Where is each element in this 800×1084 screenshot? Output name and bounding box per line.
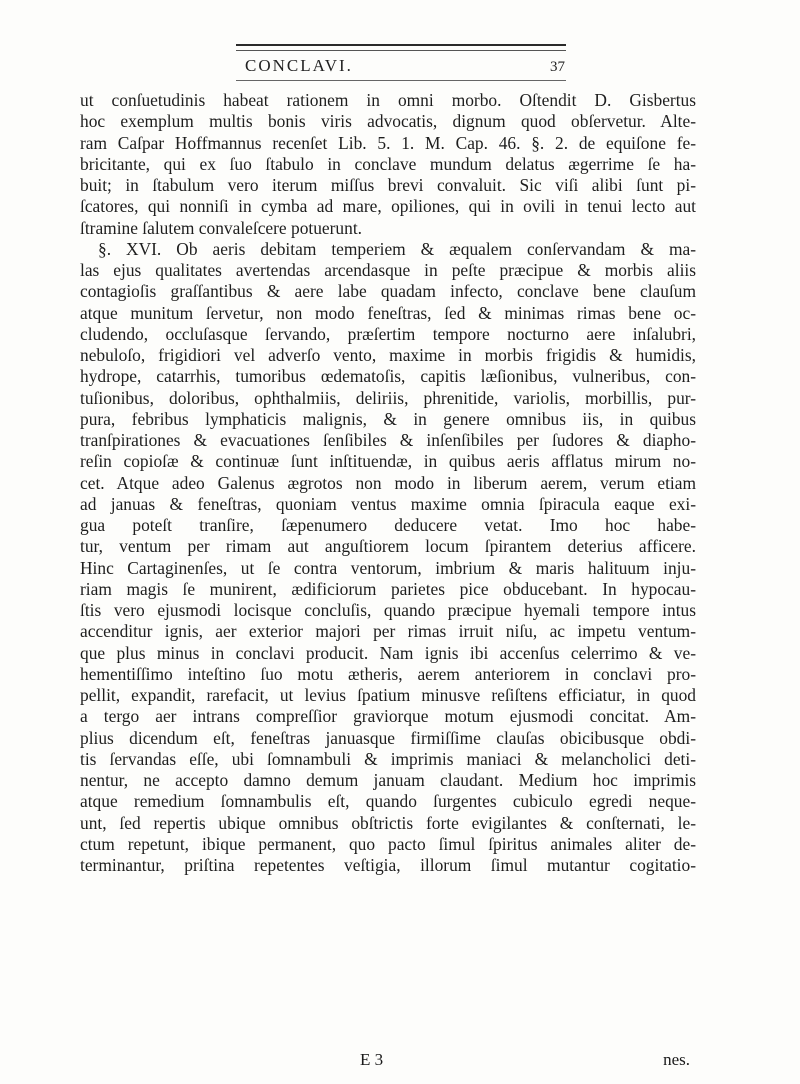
text-line: ſtis vero ejusmodi locisque concluſis, quando præcipue hyemali tempore intus bbox=[80, 600, 696, 620]
text-line: que plus minus in conclavi producit. Nam ignis ibi accenſus celerrimo & ve- bbox=[80, 642, 696, 663]
header-rule-thin bbox=[236, 50, 566, 51]
text-line: accenditur ignis, aer exterior majori per rimas irruit niſu, ac impetu ventum- bbox=[80, 621, 696, 642]
text-line: pura, febribus lymphaticis malignis, & in genere omnibus iis, in quibus bbox=[80, 408, 696, 429]
text-line: las ejus qualitates avertendas arcendasque in peſte præcipue & morbis aliis bbox=[80, 260, 696, 280]
page-number: 37 bbox=[550, 59, 565, 75]
text-line: buit; in ſtabulum vero iterum miſſus brevi convaluit. Sic viſi alibi ſunt pi- bbox=[80, 175, 696, 195]
signature-mark: E 3 bbox=[360, 1050, 384, 1069]
text-line: ram Caſpar Hoffmannus recenſet Lib. 5. 1. M. Cap. 46. §. 2. de equiſone fe- bbox=[80, 132, 696, 153]
text-line: ſcatores, qui nonniſi in cymba ad mare, opiliones, qui in ovili in tenui lecto aut bbox=[80, 196, 696, 217]
text-line: ad januas & feneſtras, quoniam ventus maxime omnia ſpiracula eaque exi- bbox=[80, 493, 696, 514]
text-line: pellit, expandit, rarefacit, ut levius ſpatium minusve reſiſtens efficiatur, in quod bbox=[80, 685, 696, 705]
catchword: nes. bbox=[663, 1050, 690, 1069]
body-text bbox=[80, 90, 696, 876]
text-line: ctum repetunt, ibique permanent, quo pacto ſimul ſpiritus animales aliter de- bbox=[80, 833, 696, 854]
text-line: Hinc Cartaginenſes, ut ſe contra ventorum, imbrium & maris halituum inju- bbox=[80, 557, 696, 578]
text-line: nentur, ne accepto damno demum januam claudant. Medium hoc imprimis bbox=[80, 770, 696, 790]
text-line: hementiſſimo inteſtino ſuo motu ætheris, aerem anteriorem in conclavi pro- bbox=[80, 663, 696, 684]
text-line: gua poteſt tranſire, ſæpenumero deducere vetat. Imo hoc habe- bbox=[80, 515, 696, 535]
text-line: terminantur, priſtina repetentes veſtigia, illorum ſimul mutantur cogitatio- bbox=[80, 855, 696, 875]
text-line: atque remedium ſomnambulis eſt, quando ſurgentes cubiculo egredi neque- bbox=[80, 791, 696, 812]
text-line: unt, ſed repertis ubique omnibus obſtrictis forte evigilantes & conſternati, le- bbox=[80, 812, 696, 833]
text-line: ſtramine ſalutem convaleſcere potuerunt. bbox=[80, 217, 362, 238]
text-line: tuſionibus, doloribus, ophthalmiis, deliriis, phrenitide, variolis, morbillis, pur- bbox=[80, 387, 696, 408]
running-head-title: CONCLAVI. bbox=[245, 56, 353, 75]
text-line: riam magis ſe munirent, ædificiorum parietes pice obducebant. In hypocau- bbox=[80, 578, 696, 599]
text-line: bricitante, qui ex ſuo ſtabulo in conclave mundum delatus ægerrime ſe ha- bbox=[80, 153, 696, 174]
text-line: hoc exemplum multis bonis viris advocatis, dignum quod obſervetur. Alte- bbox=[80, 111, 696, 132]
text-line: tis ſervandas eſſe, ubi ſomnambuli & imprimis maniaci & melancholici deti- bbox=[80, 748, 696, 769]
text-line: §. XVI. Ob aeris debitam temperiem & æqualem conſervandam & ma- bbox=[98, 238, 696, 259]
running-head-underline bbox=[236, 80, 566, 81]
text-line: contagioſis graſſantibus & aere labe quadam infecto, conclave bene clauſum bbox=[80, 281, 696, 302]
text-line: a tergo aer intrans compreſſior graviorque motum ejusmodi concitat. Am- bbox=[80, 706, 696, 727]
text-line: plius dicendum eſt, feneſtras januasque firmiſſime clauſas obicibusque obdi- bbox=[80, 727, 696, 748]
text-line: hydrope, catarrhis, tumoribus œdematoſis, capitis læſionibus, vulneribus, con- bbox=[80, 366, 696, 387]
page-footer bbox=[80, 1050, 696, 1070]
text-line: cludendo, occluſasque ſervando, præſertim tempore nocturno aere inſalubri, bbox=[80, 323, 696, 344]
running-head bbox=[245, 56, 565, 78]
text-line: reſin copioſæ & continuæ ſunt inſtituendæ, in quibus aeris afflatus mirum no- bbox=[80, 451, 696, 472]
text-line: ut conſuetudinis habeat rationem in omni morbo. Oſtendit D. Gisbertus bbox=[80, 90, 696, 110]
text-line: tranſpirationes & evacuationes ſenſibiles & inſenſibiles per ſudores & diapho- bbox=[80, 430, 696, 450]
text-line: tur, ventum per rimam aut anguſtiorem locum ſpirantem deterius afficere. bbox=[80, 536, 696, 557]
header-rule-thick bbox=[236, 44, 566, 46]
text-line: atque munitum ſervetur, non modo feneſtras, ſed & minimas rimas bene oc- bbox=[80, 302, 696, 323]
text-line: nebuloſo, frigidiori vel adverſo vento, maxime in morbis frigidis & humidis, bbox=[80, 345, 696, 365]
text-line: cet. Atque adeo Galenus ægrotos non modo in liberum aerem, verum etiam bbox=[80, 472, 696, 493]
